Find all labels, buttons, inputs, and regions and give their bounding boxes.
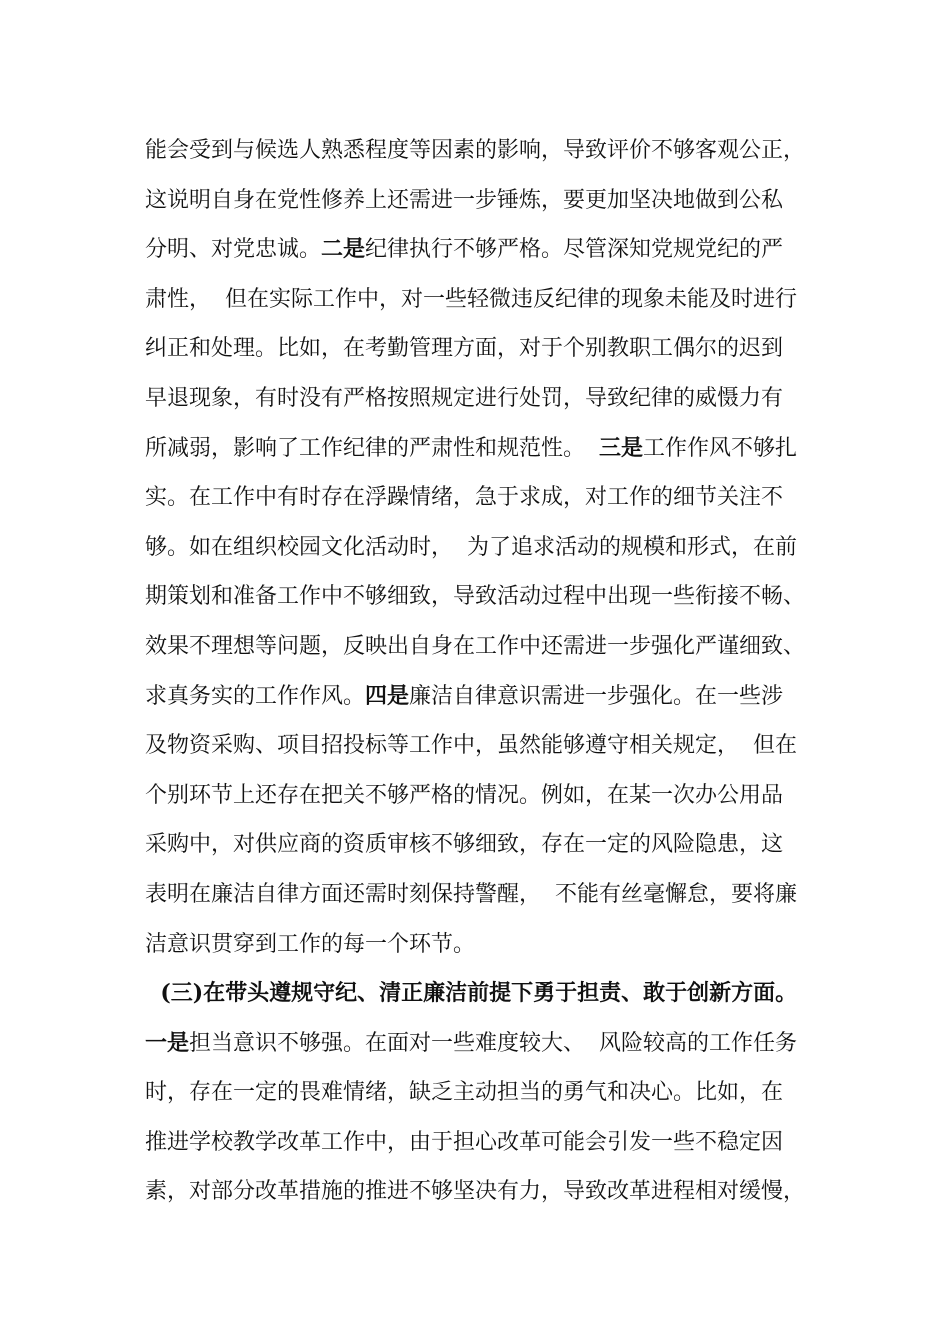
text-run: 够。如在组织校园文化活动时， 为了追求活动的规模和形式，在前 <box>145 534 797 560</box>
text-run: 早退现象，有时没有严格按照规定进行处罚，导致纪律的威慑力有 <box>145 385 784 411</box>
text-run: 采购中，对供应商的资质审核不够细致，存在一定的风险隐患，这 <box>145 832 784 858</box>
text-line <box>145 572 845 622</box>
text-line <box>145 920 845 970</box>
text-line <box>145 225 845 275</box>
text-line <box>145 176 845 226</box>
bold-text-run: 四是 <box>365 682 410 709</box>
text-run: 素，对部分改革措施的推进不够坚决有力，导致改革进程相对缓慢， <box>145 1179 806 1205</box>
body-text <box>145 126 845 1217</box>
text-run: 期策划和准备工作中不够细致，导致活动过程中出现一些衔接不畅、 <box>145 584 806 610</box>
text-line <box>145 721 845 771</box>
text-line <box>145 126 845 176</box>
text-run: 个别环节上还存在把关不够严格的情况。例如，在某一次办公用品 <box>145 782 784 808</box>
text-line <box>145 820 845 870</box>
text-run: 廉洁自律意识需进一步强化。在一些涉 <box>409 683 784 709</box>
text-line <box>145 473 845 523</box>
text-run: 分明、对党忠诚。 <box>145 237 322 263</box>
text-line <box>145 969 845 1019</box>
text-line <box>145 1068 845 1118</box>
text-line <box>145 771 845 821</box>
text-run: 及物资采购、项目招投标等工作中，虽然能够遵守相关规定， 但在 <box>145 733 797 759</box>
text-run: 这说明自身在党性修养上还需进一步锤炼，要更加坚决地做到公私 <box>145 187 784 213</box>
bold-text-run: 三是 <box>599 434 644 461</box>
text-line <box>145 1019 845 1069</box>
text-line <box>145 1167 845 1217</box>
text-line <box>145 870 845 920</box>
text-run: 表明在廉洁自律方面还需时刻保持警醒， 不能有丝毫懈怠，要将廉 <box>145 881 797 907</box>
text-line <box>145 324 845 374</box>
bold-text-run: 二是 <box>321 236 366 263</box>
text-run: 纠正和处理。比如，在考勤管理方面，对于个别教职工偶尔的迟到 <box>145 336 784 362</box>
text-line <box>145 672 845 722</box>
text-line <box>145 622 845 672</box>
text-run: 所减弱，影响了工作纪律的严肃性和规范性。 <box>145 435 599 461</box>
text-run: 效果不理想等问题，反映出自身在工作中还需进一步强化严谨细致、 <box>145 633 806 659</box>
bold-text-run: (三)在带头遵规守纪、清正廉洁前提下勇于担责、敢于创新方面。 <box>145 980 798 1007</box>
text-line <box>145 275 845 325</box>
text-run: 求真务实的工作作风。 <box>145 683 366 709</box>
text-run: 实。在工作中有时存在浮躁情绪，急于求成，对工作的细节关注不 <box>145 485 784 511</box>
text-line <box>145 374 845 424</box>
text-line <box>145 424 845 474</box>
text-run: 担当意识不够强。在面对一些难度较大、 风险较高的工作任务 <box>189 1030 798 1056</box>
text-run: 推进学校教学改革工作中，由于担心改革可能会引发一些不稳定因 <box>145 1129 784 1155</box>
text-line <box>145 523 845 573</box>
text-line <box>145 1118 845 1168</box>
text-run: 时，存在一定的畏难情绪，缺乏主动担当的勇气和决心。比如，在 <box>145 1080 784 1106</box>
text-run: 纪律执行不够严格。尽管深知党规党纪的严 <box>365 237 784 263</box>
text-run: 肃性， 但在实际工作中，对一些轻微违反纪律的现象未能及时进行 <box>145 286 797 312</box>
text-run: 能会受到与候选人熟悉程度等因素的影响，导致评价不够客观公正， <box>145 138 806 163</box>
text-run: 工作作风不够扎 <box>643 435 798 461</box>
text-run: 洁意识贯穿到工作的每一个环节。 <box>145 931 476 957</box>
bold-text-run: 一是 <box>145 1029 190 1056</box>
